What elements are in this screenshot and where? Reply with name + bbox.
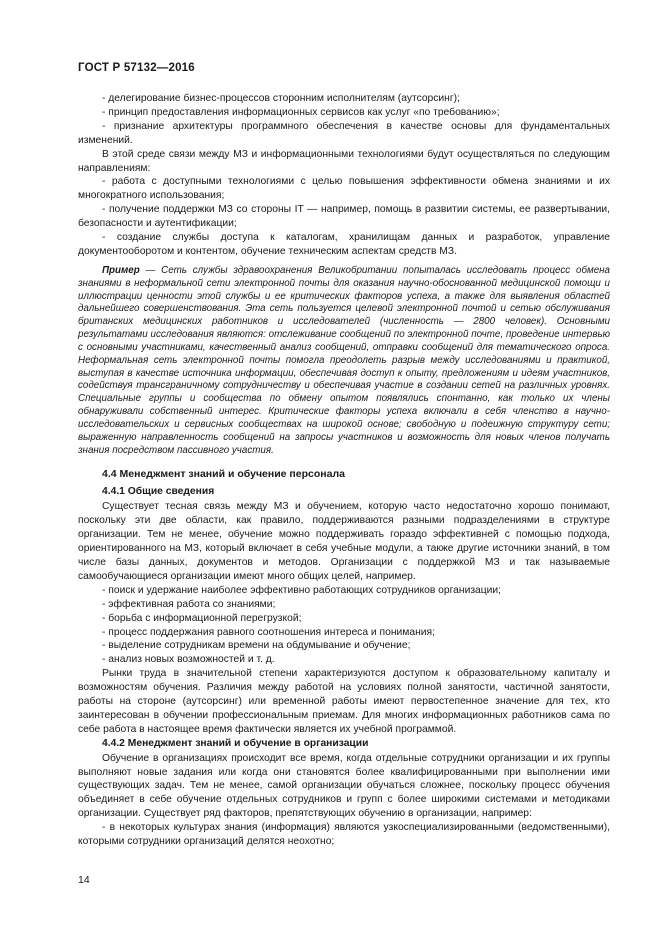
paragraph-org-learning: Обучение в организациях происходит все время, когда отдельные сотрудники организации и их группы выполняют новые задания или когда они становятся более квалифицированными при выполнении ими существующих задач. Тем не менее, самой организации обучаться сложнее, поскольку процесс обучения объединяет в себе обучение отдельных сотрудников и групп с более широкими системами и методиками организации. Существует ряд факторов, препятствующих обучению в организации, например:	[78, 752, 610, 820]
list-item-knowledge-work: - эффективная работа со знаниями;	[102, 598, 276, 610]
list-item-it-support: - получение поддержки МЗ со стороны IT — например, помощь в развитии системы, ее развертывании, безопасности и аутентификации;	[78, 204, 610, 230]
list-item-access-service: - создание службы доступа к каталогам, хранилищам данных и разработок, управление документооборотом и контентом, обучение техническим аспектам средств МЗ.	[78, 232, 610, 257]
list-item-software-architecture: - признание архитектуры программного обеспечения в качестве основы для фундаментальных изменений.	[78, 120, 610, 146]
list-item-outsourcing: - делегирование бизнес-процессов сторонним исполнителям (аутсорсинг);	[102, 93, 460, 104]
document-body	[78, 92, 610, 849]
list-item-on-demand: - принцип предоставления информационных сервисов как услуг «по требованию»;	[102, 106, 500, 118]
example-lead: Пример	[102, 264, 140, 276]
document-header: ГОСТ Р 57132—2016	[78, 62, 195, 74]
paragraph-labor-markets: Рынки труда в значительной степени характеризуются доступом к образовательному капиталу и возможностям обучения. Различия между работой на условиях полной занятости, частичной занятости, работы на стороне (аутсорсинг) или временной работы имеют первостепенное значение для тех, кто заинтересован в обучении профессиональным приемам. Для многих информационных работников сама по себе работа в настоящее время фактически является их учебной программой.	[78, 668, 610, 735]
list-item-technologies: - работа с доступными технологиями с целью повышения эффективности обмена знаниями и их многократного использования;	[78, 176, 610, 202]
list-item-interest-balance: - процесс поддержания равного соотношения интереса и понимания;	[102, 626, 435, 638]
section-heading-4-4-1: 4.4.1 Общие сведения	[102, 486, 215, 498]
page-number: 14	[78, 874, 90, 886]
list-item-retention: - поиск и удержание наиболее эффективно работающих сотрудников организации;	[102, 584, 502, 596]
example-block	[78, 265, 610, 458]
list-item-opportunities: - анализ новых возможностей и т. д.	[102, 654, 275, 666]
paragraph-km-it-links: В этой среде связи между МЗ и информационными технологиями будут осуществляться по следующим направлениям:	[78, 148, 610, 174]
list-item-info-overload: - борьба с информационной перегрузкой;	[102, 612, 302, 624]
paragraph-km-and-learning: Существует тесная связь между МЗ и обучением, которую часто недостаточно хорошо понимают, поскольку эти две области, как правило, поддерживаются разными подразделениями в структуре организации. Тем не менее, обучение можно поддерживать гораздо эффективней с помощью подхода, ориентированного на МЗ, который включает в себя учебные модули, а также другие источники знаний, в том числе базы данных, документов и методов. Организации с поддержкой МЗ и так называемые самообучающиеся организации имеют много общих целей, например.	[78, 501, 610, 582]
list-item-reflection-time: - выделение сотрудникам времени на обдумывание и обучение;	[102, 640, 411, 652]
section-heading-4-4-2: 4.4.2 Менеджмент знаний и обучение в организации	[102, 737, 369, 749]
list-item-culture: - в некоторых культурах знания (информация) являются узкоспециализированными (ведомственными), которыми сотрудники организаций делятся неохотно;	[78, 822, 610, 848]
example-text: — Сеть службы здравоохранения Великобритании попыталась исследовать процесс обмена знаниями в неформальной сети электронной почты для оказания научно-обоснованной медицинской помощи и иллюстрации ценности этой службы и ее критических факторов успеха, а также для выявления областей дальнейшего совершенствования. Эта сеть пользуется целевой электронной почтой и сетью обслуживания британских медицинских работников и исследователей (численность — 2800 человек). Основными результатами исследования являются: отслеживание сообщений по электронной почте, проведение интервью с основными участниками, качественный анализ сообщений, отправки сообщений для тематического опроса. Неформальная сеть электронной почты помогла преодолеть разрыв между исследованиями и практикой, выступая в качестве источника информации, обеспечивая доступ к опыту, предложениям и идеям участников, содействуя трансграничному сотрудничеству и обеспечивая участие в создании сетей на различных уровнях. Специальные группы и сообщества по обмену опытом появлялись спонтанно, как только их члены обнаруживали собственный интерес. Критические факторы успеха включали в себя членство в научно-исследовательских и сервисных сообществах на широкой основе; свободную и подеижную структуру сети; выраженную направленность сообщений на запросы участников и возможность для новых членов получать знания посредством пассивного участия.	[78, 264, 610, 456]
section-heading-4-4: 4.4 Менеджмент знаний и обучение персонала	[102, 467, 345, 480]
